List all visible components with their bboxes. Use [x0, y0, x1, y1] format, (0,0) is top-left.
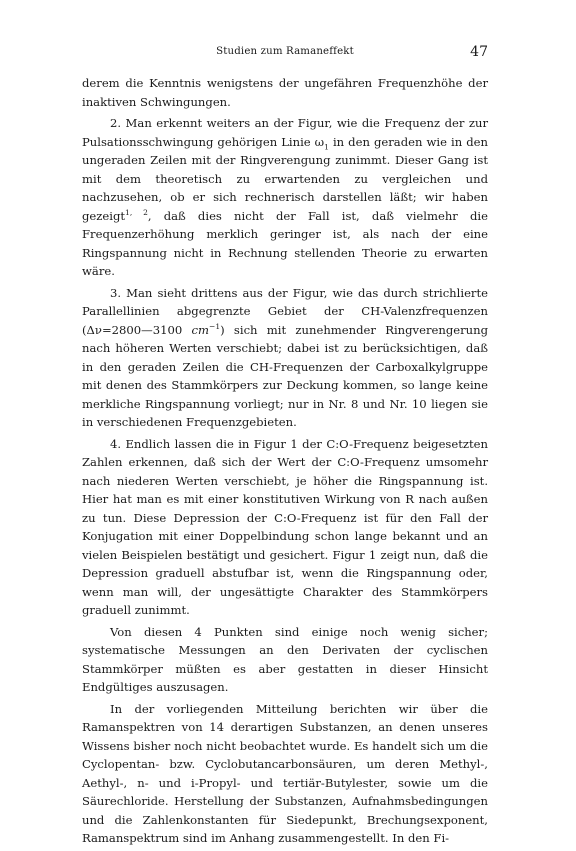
- paragraph-text: 3. Man sieht drittens aus der Figur, wie das durch strichlierte Parallellinien abgegrenzte Gebiet der CH-Valenzfrequenzen (Δν=2800—3100: [82, 285, 488, 337]
- paragraph-text: Von diesen 4 Punkten sind einige noch wenig sicher; systematische Messungen an den Derivaten der cyclischen Stammkörper müßten es aber gestatten in dieser Hinsicht Endgültiges auszusagen.: [82, 624, 488, 694]
- superscript: −1: [209, 321, 221, 331]
- subscript: 1: [324, 141, 329, 151]
- body-text: [82, 74, 488, 851]
- paragraph-summary: [82, 623, 488, 697]
- running-header: [82, 46, 488, 62]
- paragraph-text: derem die Kenntnis wenigstens der ungefähren Frequenzhöhe der inaktiven Schwingungen.: [82, 76, 488, 109]
- paragraph-point-3: [82, 284, 488, 432]
- running-title: Studien zum Ramaneffekt: [216, 46, 354, 57]
- paragraph-text: ) sich mit zunehmender Ringverengerung nach höheren Werten verschiebt; dabei ist zu berücksichtigen, daß in den geraden Zeilen die CH-Frequenzen der Carboxalkylgruppe mit denen des Stammkörpers zur Deckung kommen, so lange keine merkliche Ringspannung vorliegt; nur in Nr. 8 und Nr. 10 liegen sie in verschiedenen Frequenzgebieten.: [82, 322, 489, 429]
- paragraph-point-2: [82, 114, 488, 281]
- paragraph-text: In der vorliegenden Mitteilung berichten wir über die Ramanspektren von 14 derartigen Substanzen, an denen unseres Wissens bisher noch nicht beobachtet wurde. Es handelt sich um die Cyclopentan- bzw. Cyclobutancarbonsäuren, um deren Methyl-, Aethyl-, n- und i-Propyl- und tertiär-Butylester, sowie um die Säurechloride. Herstellung der Substanzen, Aufnahmsbedingungen und die Zahlenkonstanten für Siedepunkt, Brechungsexponent, Ramanspektrum sind im Anhang zusammengestellt. In den Fi-: [82, 701, 488, 845]
- paragraph-text: 4. Endlich lassen die in Figur 1 der C:O-Frequenz beigesetzten Zahlen erkennen, daß sich der Wert der C:O-Frequenz umsomehr nach niederen Werten verschiebt, je höher die Ringspannung ist. Hier hat man es mit einer konstitutiven Wirkung von R nach außen zu tun. Diese Depression der C:O-Frequenz ist für den Fall der Konjugation mit einer Doppelbindung schon lange bekannt und an vielen Beispielen bestätigt und gesichert. Figur 1 zeigt nun, daß die Depression graduell abstufbar ist, wenn die Ringspannung oder, wenn man will, der ungesättigte Charakter des Stammkörpers graduell zunimmt.: [82, 436, 488, 617]
- unit-text: cm: [191, 322, 210, 337]
- paragraph-text: in den geraden wie in den ungeraden Zeilen mit der Ringverengung zunimmt. Dieser Gang ist mit dem theoretisch zu erwartenden zu vergleichen und nachzusehen, ob er sich rechnerisch darstellen läßt; wir haben gezeigt: [82, 134, 488, 223]
- paragraph-continuation: [82, 74, 488, 111]
- paragraph-text: 2. Man erkennt weiters an der Figur, wie die Frequenz der zur Pulsationsschwingung gehörigen Linie ω: [82, 116, 488, 149]
- footnote-reference: 1, 2: [125, 207, 148, 217]
- paragraph-text: , daß dies nicht der Fall ist, daß vielmehr die Frequenzerhöhung merklich geringer ist, als nach der eine Ringspannung nicht in Rechnung stellenden Theorie zu erwarten wäre.: [82, 208, 488, 278]
- paragraph-point-4: [82, 435, 488, 620]
- paragraph-present-work: [82, 700, 488, 848]
- page-number: 47: [470, 44, 488, 60]
